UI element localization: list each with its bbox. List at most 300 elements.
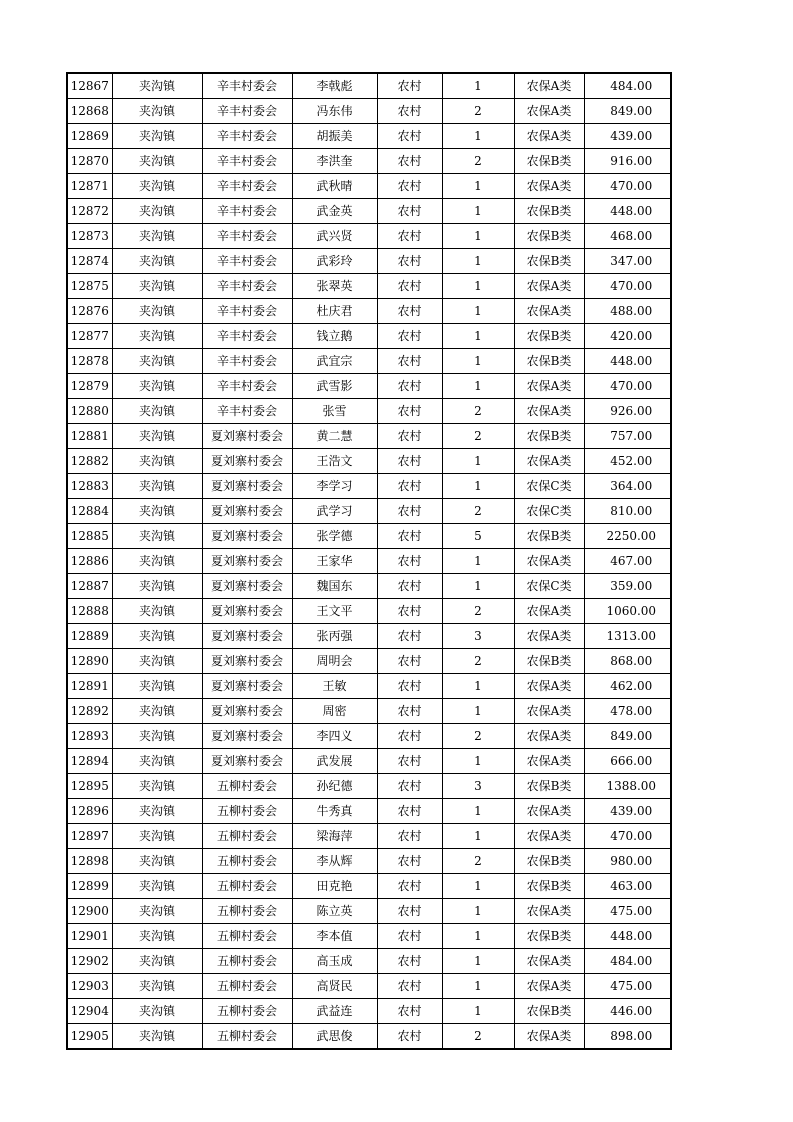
- amount-cell: 448.00: [584, 924, 671, 949]
- village-committee-cell: 辛丰村委会: [202, 73, 292, 99]
- household-size-cell: 1: [442, 574, 514, 599]
- category-cell: 农保B类: [514, 349, 584, 374]
- household-size-cell: 1: [442, 899, 514, 924]
- table-row: [67, 99, 671, 124]
- table-row: [67, 724, 671, 749]
- amount-cell: 849.00: [584, 99, 671, 124]
- category-cell: 农保A类: [514, 99, 584, 124]
- category-cell: 农保A类: [514, 399, 584, 424]
- area-type-cell: 农村: [377, 699, 442, 724]
- record-id-cell: 12899: [67, 874, 112, 899]
- area-type-cell: 农村: [377, 874, 442, 899]
- area-type-cell: 农村: [377, 224, 442, 249]
- category-cell: 农保B类: [514, 999, 584, 1024]
- amount-cell: 364.00: [584, 474, 671, 499]
- household-size-cell: 1: [442, 174, 514, 199]
- category-cell: 农保B类: [514, 874, 584, 899]
- area-type-cell: 农村: [377, 524, 442, 549]
- category-cell: 农保B类: [514, 199, 584, 224]
- amount-cell: 439.00: [584, 124, 671, 149]
- household-size-cell: 1: [442, 299, 514, 324]
- amount-cell: 468.00: [584, 224, 671, 249]
- town-cell: 夹沟镇: [112, 874, 202, 899]
- record-id-cell: 12903: [67, 974, 112, 999]
- town-cell: 夹沟镇: [112, 274, 202, 299]
- record-id-cell: 12886: [67, 549, 112, 574]
- table-row: [67, 199, 671, 224]
- household-size-cell: 1: [442, 474, 514, 499]
- category-cell: 农保A类: [514, 624, 584, 649]
- area-type-cell: 农村: [377, 574, 442, 599]
- name-cell: 杜庆君: [292, 299, 377, 324]
- record-id-cell: 12898: [67, 849, 112, 874]
- name-cell: 黄二慧: [292, 424, 377, 449]
- town-cell: 夹沟镇: [112, 374, 202, 399]
- table-row: [67, 374, 671, 399]
- amount-cell: 359.00: [584, 574, 671, 599]
- table-body: [67, 73, 671, 1049]
- village-committee-cell: 夏刘寨村委会: [202, 724, 292, 749]
- name-cell: 王敏: [292, 674, 377, 699]
- name-cell: 李从辉: [292, 849, 377, 874]
- household-size-cell: 1: [442, 324, 514, 349]
- area-type-cell: 农村: [377, 274, 442, 299]
- category-cell: 农保C类: [514, 474, 584, 499]
- household-size-cell: 1: [442, 73, 514, 99]
- household-size-cell: 1: [442, 999, 514, 1024]
- amount-cell: 467.00: [584, 549, 671, 574]
- town-cell: 夹沟镇: [112, 474, 202, 499]
- name-cell: 张雪: [292, 399, 377, 424]
- table-row: [67, 899, 671, 924]
- name-cell: 陈立英: [292, 899, 377, 924]
- table-row: [67, 574, 671, 599]
- area-type-cell: 农村: [377, 73, 442, 99]
- table-row: [67, 349, 671, 374]
- name-cell: 田克艳: [292, 874, 377, 899]
- amount-cell: 470.00: [584, 274, 671, 299]
- amount-cell: 448.00: [584, 199, 671, 224]
- area-type-cell: 农村: [377, 849, 442, 874]
- village-committee-cell: 夏刘寨村委会: [202, 674, 292, 699]
- amount-cell: 484.00: [584, 949, 671, 974]
- category-cell: 农保A类: [514, 899, 584, 924]
- household-size-cell: 1: [442, 349, 514, 374]
- village-committee-cell: 夏刘寨村委会: [202, 624, 292, 649]
- allowance-table: [66, 72, 672, 1050]
- name-cell: 武兴贤: [292, 224, 377, 249]
- household-size-cell: 1: [442, 124, 514, 149]
- town-cell: 夹沟镇: [112, 724, 202, 749]
- town-cell: 夹沟镇: [112, 924, 202, 949]
- village-committee-cell: 五柳村委会: [202, 924, 292, 949]
- village-committee-cell: 辛丰村委会: [202, 349, 292, 374]
- amount-cell: 980.00: [584, 849, 671, 874]
- category-cell: 农保A类: [514, 449, 584, 474]
- record-id-cell: 12884: [67, 499, 112, 524]
- name-cell: 李四义: [292, 724, 377, 749]
- record-id-cell: 12900: [67, 899, 112, 924]
- village-committee-cell: 夏刘寨村委会: [202, 599, 292, 624]
- village-committee-cell: 五柳村委会: [202, 824, 292, 849]
- town-cell: 夹沟镇: [112, 524, 202, 549]
- town-cell: 夹沟镇: [112, 73, 202, 99]
- village-committee-cell: 辛丰村委会: [202, 99, 292, 124]
- table-row: [67, 599, 671, 624]
- household-size-cell: 3: [442, 624, 514, 649]
- town-cell: 夹沟镇: [112, 599, 202, 624]
- table-row: [67, 749, 671, 774]
- amount-cell: 470.00: [584, 174, 671, 199]
- category-cell: 农保A类: [514, 674, 584, 699]
- village-committee-cell: 夏刘寨村委会: [202, 449, 292, 474]
- name-cell: 牛秀真: [292, 799, 377, 824]
- category-cell: 农保B类: [514, 924, 584, 949]
- village-committee-cell: 五柳村委会: [202, 849, 292, 874]
- amount-cell: 810.00: [584, 499, 671, 524]
- area-type-cell: 农村: [377, 799, 442, 824]
- village-committee-cell: 夏刘寨村委会: [202, 549, 292, 574]
- area-type-cell: 农村: [377, 174, 442, 199]
- area-type-cell: 农村: [377, 399, 442, 424]
- village-committee-cell: 五柳村委会: [202, 1024, 292, 1050]
- category-cell: 农保C类: [514, 499, 584, 524]
- amount-cell: 666.00: [584, 749, 671, 774]
- table-row: [67, 849, 671, 874]
- record-id-cell: 12902: [67, 949, 112, 974]
- table-row: [67, 424, 671, 449]
- area-type-cell: 农村: [377, 949, 442, 974]
- household-size-cell: 1: [442, 699, 514, 724]
- area-type-cell: 农村: [377, 324, 442, 349]
- amount-cell: 470.00: [584, 824, 671, 849]
- household-size-cell: 1: [442, 274, 514, 299]
- area-type-cell: 农村: [377, 424, 442, 449]
- category-cell: 农保B类: [514, 774, 584, 799]
- category-cell: 农保A类: [514, 799, 584, 824]
- area-type-cell: 农村: [377, 349, 442, 374]
- record-id-cell: 12870: [67, 149, 112, 174]
- village-committee-cell: 辛丰村委会: [202, 199, 292, 224]
- town-cell: 夹沟镇: [112, 149, 202, 174]
- name-cell: 武思俊: [292, 1024, 377, 1050]
- table-row: [67, 699, 671, 724]
- record-id-cell: 12883: [67, 474, 112, 499]
- area-type-cell: 农村: [377, 99, 442, 124]
- table-row: [67, 299, 671, 324]
- category-cell: 农保A类: [514, 174, 584, 199]
- table-row: [67, 474, 671, 499]
- area-type-cell: 农村: [377, 749, 442, 774]
- category-cell: 农保B类: [514, 524, 584, 549]
- category-cell: 农保A类: [514, 549, 584, 574]
- amount-cell: 475.00: [584, 899, 671, 924]
- area-type-cell: 农村: [377, 549, 442, 574]
- record-id-cell: 12890: [67, 649, 112, 674]
- record-id-cell: 12875: [67, 274, 112, 299]
- town-cell: 夹沟镇: [112, 199, 202, 224]
- area-type-cell: 农村: [377, 824, 442, 849]
- amount-cell: 448.00: [584, 349, 671, 374]
- table-row: [67, 399, 671, 424]
- table-row: [67, 249, 671, 274]
- amount-cell: 916.00: [584, 149, 671, 174]
- record-id-cell: 12895: [67, 774, 112, 799]
- area-type-cell: 农村: [377, 149, 442, 174]
- category-cell: 农保A类: [514, 824, 584, 849]
- name-cell: 高贤民: [292, 974, 377, 999]
- record-id-cell: 12901: [67, 924, 112, 949]
- household-size-cell: 1: [442, 249, 514, 274]
- household-size-cell: 1: [442, 374, 514, 399]
- area-type-cell: 农村: [377, 724, 442, 749]
- area-type-cell: 农村: [377, 199, 442, 224]
- record-id-cell: 12877: [67, 324, 112, 349]
- category-cell: 农保A类: [514, 1024, 584, 1050]
- village-committee-cell: 五柳村委会: [202, 774, 292, 799]
- name-cell: 周密: [292, 699, 377, 724]
- record-id-cell: 12894: [67, 749, 112, 774]
- record-id-cell: 12904: [67, 999, 112, 1024]
- household-size-cell: 1: [442, 224, 514, 249]
- record-id-cell: 12897: [67, 824, 112, 849]
- village-committee-cell: 夏刘寨村委会: [202, 699, 292, 724]
- name-cell: 梁海萍: [292, 824, 377, 849]
- amount-cell: 488.00: [584, 299, 671, 324]
- table-row: [67, 73, 671, 99]
- category-cell: 农保B类: [514, 324, 584, 349]
- town-cell: 夹沟镇: [112, 774, 202, 799]
- category-cell: 农保B类: [514, 424, 584, 449]
- area-type-cell: 农村: [377, 599, 442, 624]
- category-cell: 农保A类: [514, 699, 584, 724]
- amount-cell: 2250.00: [584, 524, 671, 549]
- village-committee-cell: 辛丰村委会: [202, 124, 292, 149]
- record-id-cell: 12868: [67, 99, 112, 124]
- table-row: [67, 524, 671, 549]
- village-committee-cell: 夏刘寨村委会: [202, 424, 292, 449]
- record-id-cell: 12871: [67, 174, 112, 199]
- village-committee-cell: 夏刘寨村委会: [202, 649, 292, 674]
- town-cell: 夹沟镇: [112, 674, 202, 699]
- name-cell: 王文平: [292, 599, 377, 624]
- name-cell: 武益连: [292, 999, 377, 1024]
- record-id-cell: 12873: [67, 224, 112, 249]
- town-cell: 夹沟镇: [112, 1024, 202, 1050]
- household-size-cell: 1: [442, 674, 514, 699]
- table-row: [67, 274, 671, 299]
- household-size-cell: 2: [442, 599, 514, 624]
- household-size-cell: 1: [442, 924, 514, 949]
- area-type-cell: 农村: [377, 774, 442, 799]
- table-row: [67, 674, 671, 699]
- household-size-cell: 1: [442, 974, 514, 999]
- record-id-cell: 12876: [67, 299, 112, 324]
- town-cell: 夹沟镇: [112, 424, 202, 449]
- area-type-cell: 农村: [377, 999, 442, 1024]
- name-cell: 魏国东: [292, 574, 377, 599]
- town-cell: 夹沟镇: [112, 549, 202, 574]
- record-id-cell: 12872: [67, 199, 112, 224]
- amount-cell: 1060.00: [584, 599, 671, 624]
- amount-cell: 420.00: [584, 324, 671, 349]
- household-size-cell: 1: [442, 449, 514, 474]
- household-size-cell: 2: [442, 424, 514, 449]
- amount-cell: 926.00: [584, 399, 671, 424]
- table-row: [67, 624, 671, 649]
- town-cell: 夹沟镇: [112, 499, 202, 524]
- name-cell: 张学德: [292, 524, 377, 549]
- area-type-cell: 农村: [377, 374, 442, 399]
- record-id-cell: 12867: [67, 73, 112, 99]
- name-cell: 胡振美: [292, 124, 377, 149]
- amount-cell: 478.00: [584, 699, 671, 724]
- village-committee-cell: 五柳村委会: [202, 874, 292, 899]
- town-cell: 夹沟镇: [112, 899, 202, 924]
- village-committee-cell: 五柳村委会: [202, 974, 292, 999]
- household-size-cell: 1: [442, 949, 514, 974]
- town-cell: 夹沟镇: [112, 849, 202, 874]
- village-committee-cell: 辛丰村委会: [202, 249, 292, 274]
- village-committee-cell: 夏刘寨村委会: [202, 524, 292, 549]
- amount-cell: 849.00: [584, 724, 671, 749]
- category-cell: 农保A类: [514, 124, 584, 149]
- household-size-cell: 2: [442, 724, 514, 749]
- name-cell: 张翠英: [292, 274, 377, 299]
- amount-cell: 452.00: [584, 449, 671, 474]
- table-row: [67, 324, 671, 349]
- town-cell: 夹沟镇: [112, 349, 202, 374]
- town-cell: 夹沟镇: [112, 999, 202, 1024]
- village-committee-cell: 辛丰村委会: [202, 324, 292, 349]
- record-id-cell: 12880: [67, 399, 112, 424]
- amount-cell: 463.00: [584, 874, 671, 899]
- record-id-cell: 12892: [67, 699, 112, 724]
- record-id-cell: 12891: [67, 674, 112, 699]
- name-cell: 武发展: [292, 749, 377, 774]
- category-cell: 农保B类: [514, 149, 584, 174]
- town-cell: 夹沟镇: [112, 974, 202, 999]
- table-row: [67, 824, 671, 849]
- area-type-cell: 农村: [377, 899, 442, 924]
- category-cell: 农保B类: [514, 224, 584, 249]
- table-row: [67, 124, 671, 149]
- name-cell: 武彩玲: [292, 249, 377, 274]
- town-cell: 夹沟镇: [112, 299, 202, 324]
- area-type-cell: 农村: [377, 924, 442, 949]
- area-type-cell: 农村: [377, 1024, 442, 1050]
- table-row: [67, 649, 671, 674]
- category-cell: 农保B类: [514, 249, 584, 274]
- table-row: [67, 499, 671, 524]
- household-size-cell: 1: [442, 199, 514, 224]
- record-id-cell: 12879: [67, 374, 112, 399]
- name-cell: 孙纪德: [292, 774, 377, 799]
- area-type-cell: 农村: [377, 499, 442, 524]
- table-row: [67, 1024, 671, 1050]
- household-size-cell: 1: [442, 749, 514, 774]
- household-size-cell: 1: [442, 549, 514, 574]
- table-row: [67, 874, 671, 899]
- amount-cell: 898.00: [584, 1024, 671, 1050]
- record-id-cell: 12882: [67, 449, 112, 474]
- category-cell: 农保A类: [514, 73, 584, 99]
- table-row: [67, 799, 671, 824]
- village-committee-cell: 五柳村委会: [202, 899, 292, 924]
- table-row: [67, 174, 671, 199]
- amount-cell: 347.00: [584, 249, 671, 274]
- record-id-cell: 12887: [67, 574, 112, 599]
- amount-cell: 475.00: [584, 974, 671, 999]
- amount-cell: 439.00: [584, 799, 671, 824]
- name-cell: 武秋晴: [292, 174, 377, 199]
- record-id-cell: 12888: [67, 599, 112, 624]
- record-id-cell: 12885: [67, 524, 112, 549]
- area-type-cell: 农村: [377, 624, 442, 649]
- name-cell: 武宜宗: [292, 349, 377, 374]
- amount-cell: 470.00: [584, 374, 671, 399]
- record-id-cell: 12905: [67, 1024, 112, 1050]
- household-size-cell: 2: [442, 649, 514, 674]
- name-cell: 武金英: [292, 199, 377, 224]
- name-cell: 冯东伟: [292, 99, 377, 124]
- table-row: [67, 149, 671, 174]
- village-committee-cell: 辛丰村委会: [202, 274, 292, 299]
- category-cell: 农保A类: [514, 299, 584, 324]
- household-size-cell: 2: [442, 499, 514, 524]
- town-cell: 夹沟镇: [112, 224, 202, 249]
- table-row: [67, 774, 671, 799]
- town-cell: 夹沟镇: [112, 174, 202, 199]
- amount-cell: 1313.00: [584, 624, 671, 649]
- household-size-cell: 2: [442, 149, 514, 174]
- area-type-cell: 农村: [377, 974, 442, 999]
- table-row: [67, 974, 671, 999]
- area-type-cell: 农村: [377, 674, 442, 699]
- amount-cell: 1388.00: [584, 774, 671, 799]
- table-row: [67, 924, 671, 949]
- village-committee-cell: 夏刘寨村委会: [202, 749, 292, 774]
- name-cell: 王浩文: [292, 449, 377, 474]
- area-type-cell: 农村: [377, 299, 442, 324]
- record-id-cell: 12896: [67, 799, 112, 824]
- town-cell: 夹沟镇: [112, 949, 202, 974]
- record-id-cell: 12878: [67, 349, 112, 374]
- town-cell: 夹沟镇: [112, 649, 202, 674]
- table-row: [67, 224, 671, 249]
- town-cell: 夹沟镇: [112, 324, 202, 349]
- town-cell: 夹沟镇: [112, 799, 202, 824]
- category-cell: 农保A类: [514, 949, 584, 974]
- town-cell: 夹沟镇: [112, 624, 202, 649]
- name-cell: 王家华: [292, 549, 377, 574]
- record-id-cell: 12889: [67, 624, 112, 649]
- amount-cell: 868.00: [584, 649, 671, 674]
- record-id-cell: 12874: [67, 249, 112, 274]
- area-type-cell: 农村: [377, 249, 442, 274]
- area-type-cell: 农村: [377, 649, 442, 674]
- amount-cell: 757.00: [584, 424, 671, 449]
- category-cell: 农保A类: [514, 599, 584, 624]
- household-size-cell: 2: [442, 99, 514, 124]
- village-committee-cell: 辛丰村委会: [202, 224, 292, 249]
- category-cell: 农保B类: [514, 649, 584, 674]
- village-committee-cell: 夏刘寨村委会: [202, 474, 292, 499]
- household-size-cell: 1: [442, 824, 514, 849]
- household-size-cell: 1: [442, 874, 514, 899]
- town-cell: 夹沟镇: [112, 449, 202, 474]
- category-cell: 农保A类: [514, 724, 584, 749]
